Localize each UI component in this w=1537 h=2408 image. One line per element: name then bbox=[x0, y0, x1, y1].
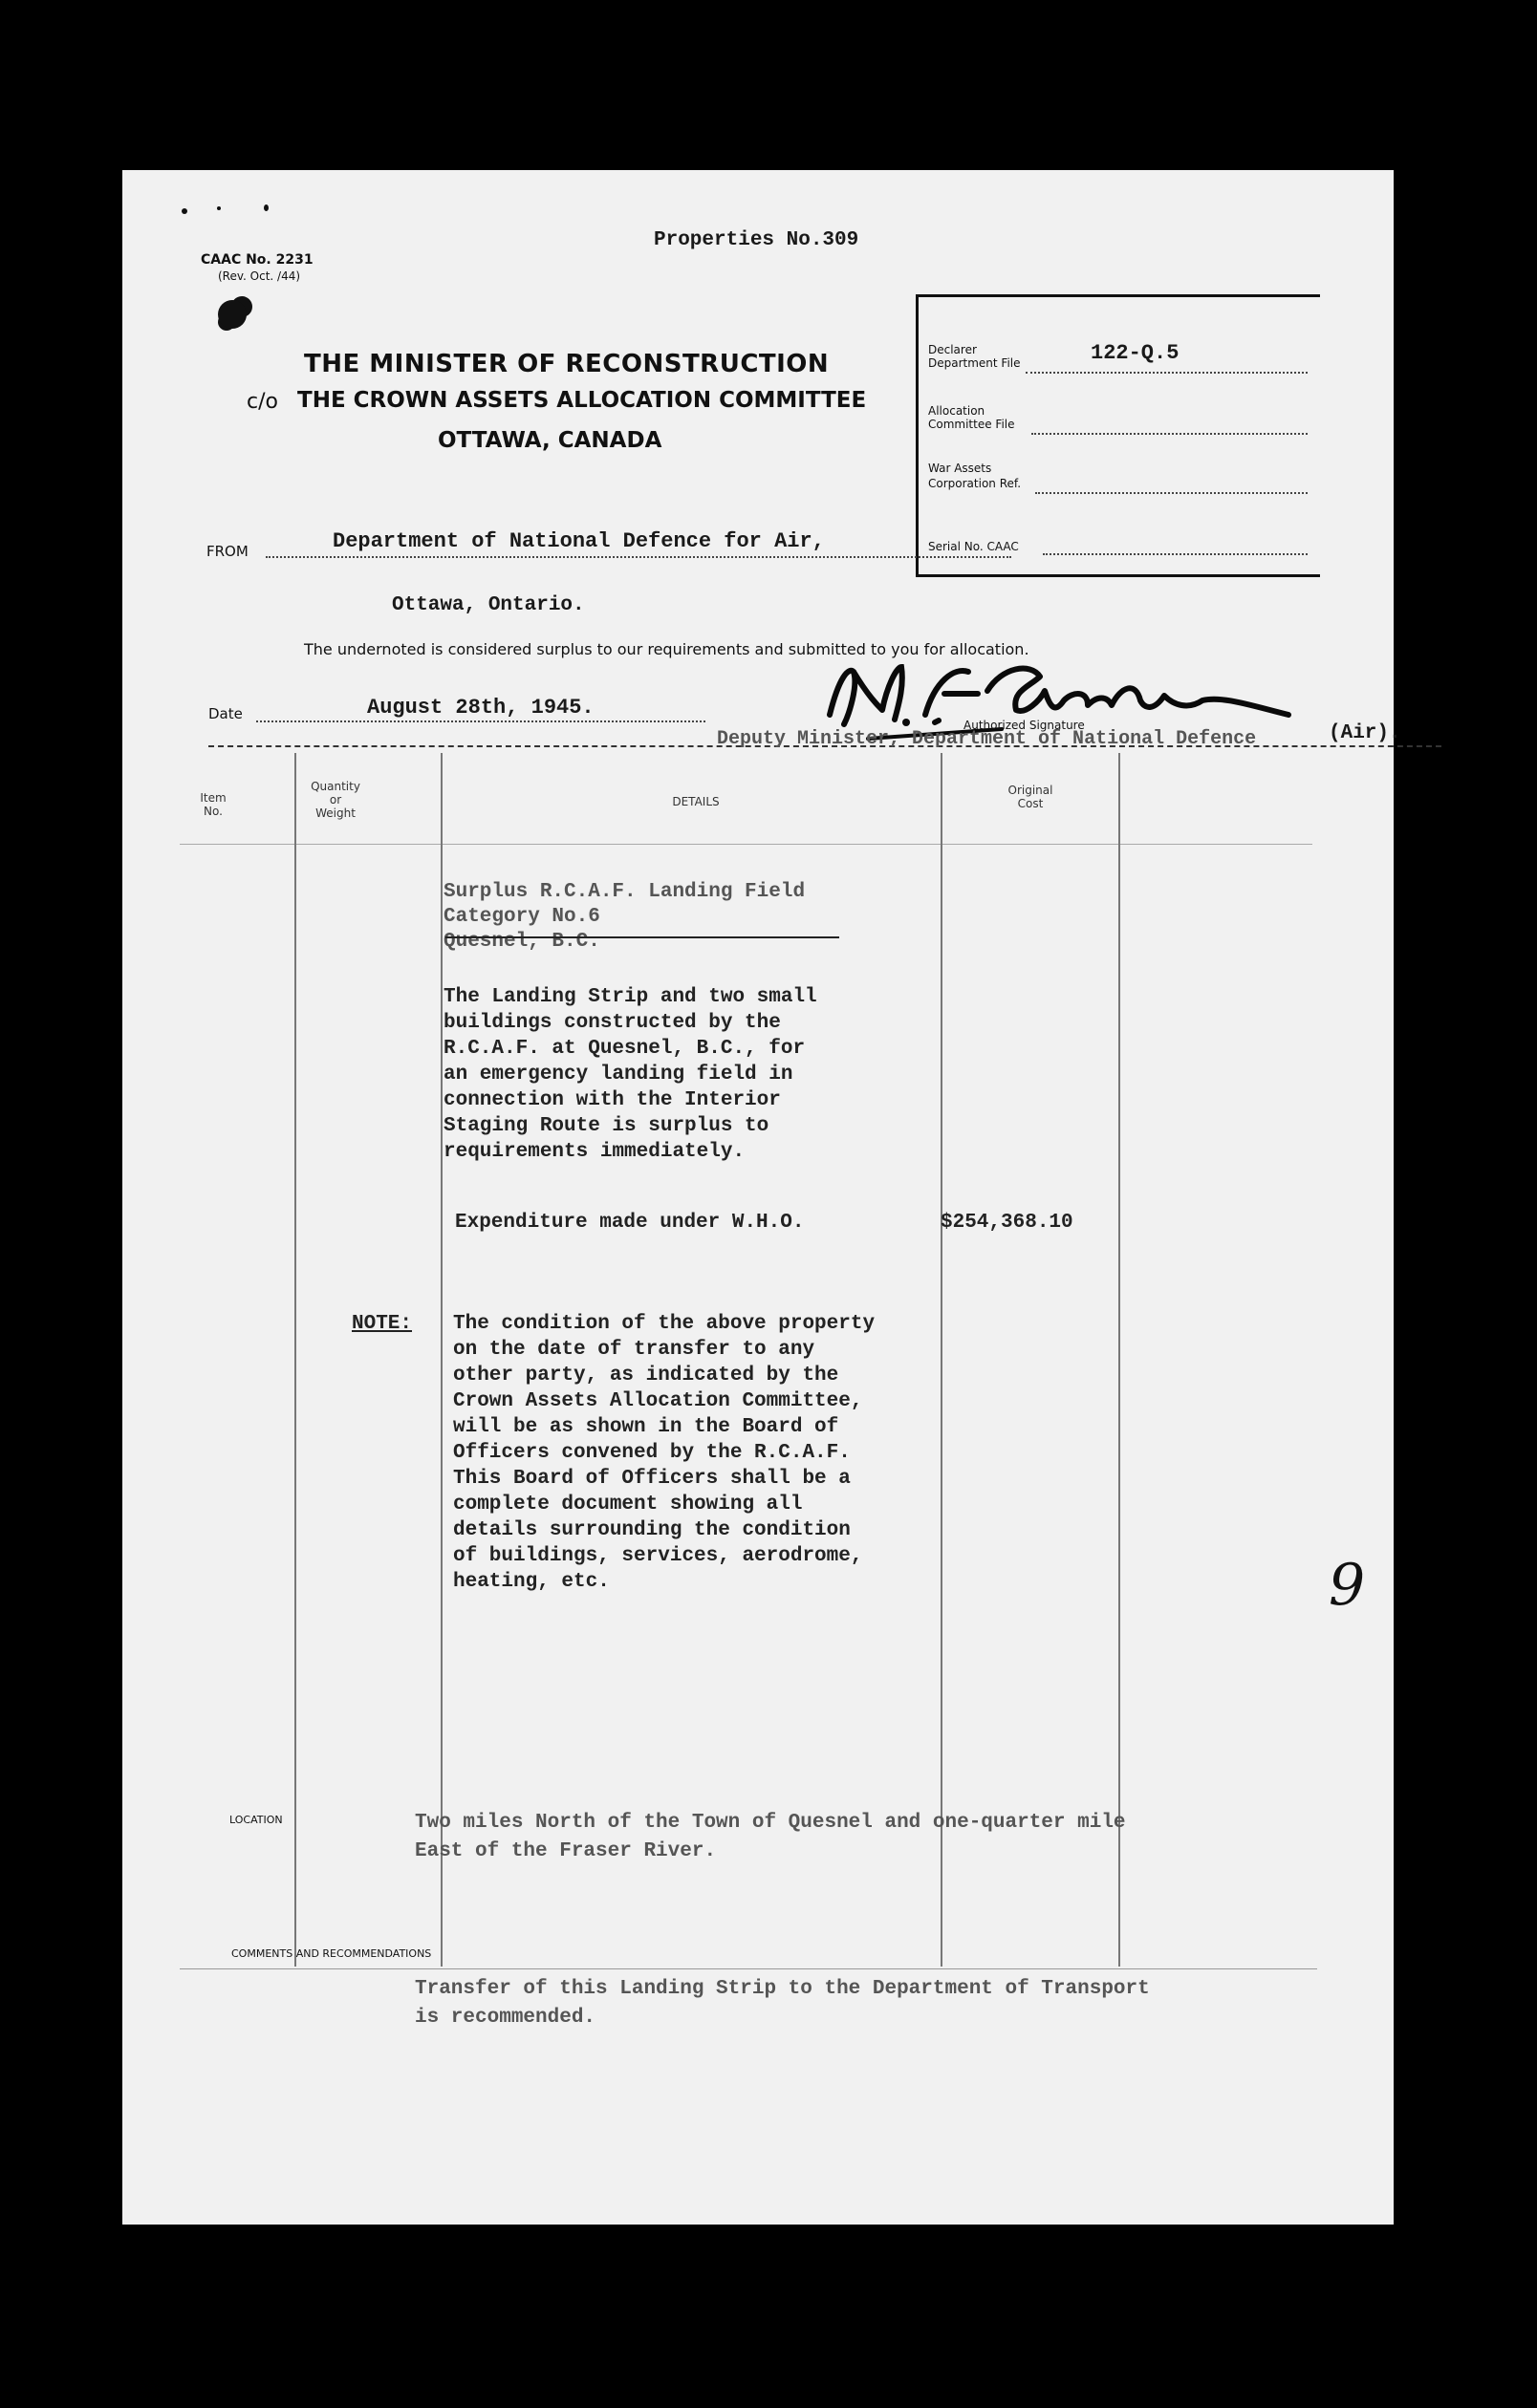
serial-line bbox=[1043, 553, 1308, 555]
note-line: on the date of transfer to any bbox=[453, 1339, 815, 1361]
column-rule bbox=[941, 753, 942, 1967]
details-body-line: an emergency landing field in bbox=[444, 1064, 793, 1086]
title-minister: THE MINISTER OF RECONSTRUCTION bbox=[304, 350, 830, 378]
original-header-text: Original bbox=[1007, 784, 1053, 797]
committee-file-line bbox=[1031, 433, 1308, 435]
ink-speck bbox=[217, 206, 221, 210]
expenditure-line: Expenditure made under W.H.O. bbox=[455, 1212, 805, 1234]
from-line-2: Ottawa, Ontario. bbox=[392, 594, 585, 616]
department-file-value: 122-Q.5 bbox=[1091, 341, 1180, 365]
date-line bbox=[256, 720, 705, 722]
corporation-ref-line bbox=[1035, 492, 1308, 494]
title-committee: THE CROWN ASSETS ALLOCATION COMMITTEE bbox=[297, 388, 867, 413]
details-heading-line: Surplus R.C.A.F. Landing Field bbox=[444, 881, 806, 903]
department-file-line bbox=[1026, 372, 1308, 374]
surplus-statement: The undernoted is considered surplus to our requirements and submitted to you for allocation. bbox=[304, 640, 1029, 658]
location-label: LOCATION bbox=[229, 1814, 283, 1826]
note-line: Crown Assets Allocation Committee, bbox=[453, 1390, 863, 1412]
location-line: East of the Fraser River. bbox=[415, 1840, 717, 1862]
weight-header-text: Weight bbox=[315, 806, 356, 820]
from-label: FROM bbox=[206, 543, 249, 560]
reference-box bbox=[916, 294, 1320, 577]
date-label: Date bbox=[208, 705, 243, 722]
comments-label: COMMENTS AND RECOMMENDATIONS bbox=[231, 1947, 432, 1960]
margin-number: 9 bbox=[1329, 1552, 1366, 1619]
original-cost-header bbox=[987, 784, 1073, 810]
title-care-of: c/o bbox=[247, 390, 278, 414]
column-rule bbox=[1118, 753, 1120, 1967]
heading-underline bbox=[445, 936, 839, 938]
note-line: The condition of the above property bbox=[453, 1313, 876, 1335]
form-number: CAAC No. 2231 bbox=[201, 252, 314, 268]
from-line-1: Department of National Defence for Air, bbox=[333, 529, 825, 553]
ink-speck bbox=[264, 204, 269, 211]
details-body-line: The Landing Strip and two small bbox=[444, 986, 817, 1008]
department-file-label: Department File bbox=[928, 356, 1021, 370]
details-heading-line: Quesnel, B.C. bbox=[444, 931, 600, 953]
note-line: This Board of Officers shall be a bbox=[453, 1468, 851, 1490]
note-line: Officers convened by the R.C.A.F. bbox=[453, 1442, 851, 1464]
note-line: of buildings, services, aerodrome, bbox=[453, 1545, 863, 1567]
or-header-text: or bbox=[329, 793, 342, 806]
no-header-text: No. bbox=[204, 805, 223, 818]
authorized-signature-label: Authorized Signature bbox=[963, 719, 1085, 732]
committee-file-label: Committee File bbox=[928, 418, 1015, 431]
note-line: other party, as indicated by the bbox=[453, 1365, 839, 1387]
cost-header-text: Cost bbox=[1017, 797, 1044, 810]
item-no-header bbox=[180, 791, 247, 818]
item-header-text: Item bbox=[200, 791, 227, 805]
table-bottom-rule bbox=[180, 1968, 1317, 1969]
properties-number: Properties No.309 bbox=[654, 229, 859, 251]
details-body-line: Staging Route is surplus to bbox=[444, 1115, 769, 1137]
document-page bbox=[122, 170, 1401, 2225]
original-cost-value: $254,368.10 bbox=[941, 1212, 1073, 1234]
allocation-label: Allocation bbox=[928, 404, 985, 418]
details-header: DETAILS bbox=[672, 795, 720, 808]
declarer-label: Declarer bbox=[928, 343, 977, 356]
date-value: August 28th, 1945. bbox=[367, 696, 595, 720]
note-line: complete document showing all bbox=[453, 1494, 803, 1516]
comments-line: Transfer of this Landing Strip to the Department of Transport bbox=[415, 1978, 1150, 2000]
note-line: will be as shown in the Board of bbox=[453, 1416, 839, 1438]
form-revision: (Rev. Oct. /44) bbox=[218, 269, 301, 283]
signer-suffix: (Air). bbox=[1329, 722, 1401, 744]
quantity-header bbox=[292, 780, 379, 820]
column-rule bbox=[294, 753, 296, 1967]
quantity-header-text: Quantity bbox=[311, 780, 360, 793]
details-body-line: connection with the Interior bbox=[444, 1089, 781, 1111]
details-body-line: R.C.A.F. at Quesnel, B.C., for bbox=[444, 1038, 806, 1060]
title-location: OTTAWA, CANADA bbox=[438, 428, 662, 453]
ink-blot bbox=[218, 300, 247, 329]
corporation-ref-label: Corporation Ref. bbox=[928, 477, 1022, 490]
details-body-line: requirements immediately. bbox=[444, 1141, 746, 1163]
comments-line: is recommended. bbox=[415, 2007, 596, 2029]
ink-speck bbox=[182, 208, 187, 214]
note-line: details surrounding the condition bbox=[453, 1519, 851, 1541]
signer-title: Deputy Minister, Department of National Defence bbox=[717, 728, 1257, 750]
note-label: NOTE: bbox=[352, 1313, 413, 1335]
location-line: Two miles North of the Town of Quesnel and one-quarter mile bbox=[415, 1812, 1126, 1834]
note-line: heating, etc. bbox=[453, 1571, 610, 1593]
column-rule bbox=[441, 753, 443, 1967]
serial-label: Serial No. CAAC bbox=[928, 540, 1019, 553]
from-line bbox=[266, 556, 1011, 558]
war-assets-label: War Assets bbox=[928, 462, 992, 475]
header-rule bbox=[180, 844, 1312, 845]
details-heading-line: Category No.6 bbox=[444, 906, 600, 928]
details-body-line: buildings constructed by the bbox=[444, 1012, 781, 1034]
